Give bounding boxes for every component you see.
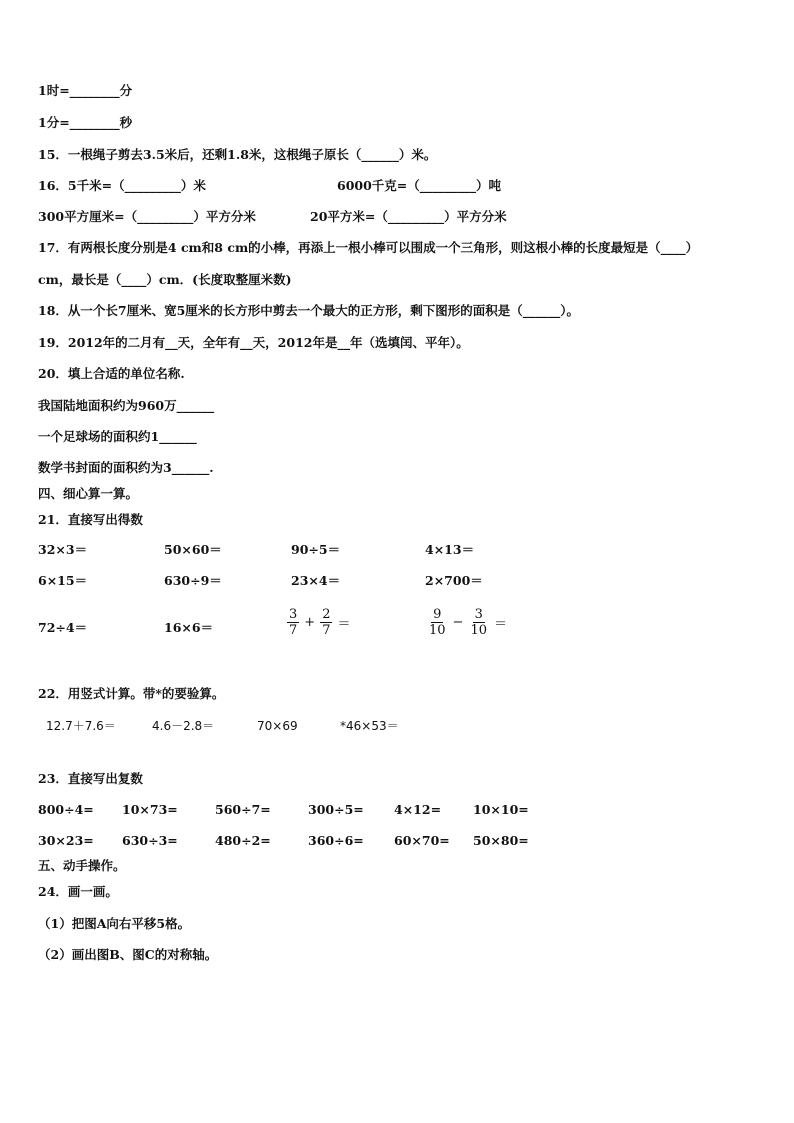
q22-item: 4.6－2.8＝: [152, 719, 215, 733]
q21-item: 72÷4＝: [38, 620, 88, 635]
section-4-heading: 四、细心算一算。: [38, 486, 139, 501]
question-16-b: 6000千克=（_________）吨: [337, 178, 502, 193]
question-23: 23．直接写出复数: [38, 771, 143, 786]
question-15: 15．一根绳子剪去3.5米后，还剩1.8米，这根绳子原长（______）米。: [38, 147, 437, 162]
q23-item: 4×12=: [394, 802, 442, 817]
q23-item: 60×70=: [394, 833, 450, 848]
question-24-part-2: （2）画出图B、图C的对称轴。: [38, 947, 218, 962]
q21-fraction-sum: 3 7 + $\frac{2}{7}$ ＝: [289, 607, 351, 638]
question-24-part-1: （1）把图A向右平移5格。: [38, 916, 191, 931]
q23-item: 630÷3=: [122, 833, 178, 848]
q21-item: 50×60＝: [164, 542, 222, 557]
question-20-item-a: 我国陆地面积约为960万______: [38, 398, 215, 413]
q21-item: 2×700＝: [425, 573, 483, 588]
q21-item: 32×3＝: [38, 542, 88, 557]
question-16-d: 20平方米=（_________）平方分米: [310, 209, 507, 224]
q21-item: 4×13＝: [425, 542, 475, 557]
q23-item: 360÷6=: [308, 833, 364, 848]
q22-item: 70×69: [257, 719, 298, 733]
question-20-item-c: 数学书封面的面积约为3______.: [38, 460, 214, 475]
question-20: 20．填上合适的单位名称.: [38, 366, 185, 381]
question-16-c: 300平方厘米=（_________）平方分米: [38, 209, 256, 224]
conversion-hour-minute: 1时=________分: [38, 83, 133, 98]
conversion-minute-second: 1分=________秒: [38, 115, 133, 130]
q21-item: 90÷5＝: [291, 542, 341, 557]
section-5-heading: 五、动手操作。: [38, 858, 126, 873]
question-19: 19．2012年的二月有__天，全年有__天，2012年是__年（选填闰、平年）。: [38, 335, 469, 350]
question-21: 21．直接写出得数: [38, 512, 143, 527]
q23-item: 10×73=: [122, 802, 178, 817]
question-17-line2: cm，最长是（____）cm．(长度取整厘米数): [38, 272, 292, 287]
q21-item: 23×4＝: [291, 573, 341, 588]
q22-item: *46×53＝: [340, 719, 399, 733]
question-22: 22．用竖式计算。带*的要验算。: [38, 686, 225, 701]
q23-item: 30×23=: [38, 833, 94, 848]
q21-fraction-difference: 9 10 − $\frac{3}{10}$ ＝: [429, 607, 508, 638]
q23-item: 560÷7=: [215, 802, 271, 817]
q23-item: 10×10=: [473, 802, 529, 817]
q21-item: 16×6＝: [164, 620, 214, 635]
q23-item: 800÷4=: [38, 802, 94, 817]
q23-item: 300÷5=: [308, 802, 364, 817]
q21-item: 6×15＝: [38, 573, 88, 588]
q21-item: 630÷9＝: [164, 573, 222, 588]
q23-item: 50×80=: [473, 833, 529, 848]
question-17-line1: 17．有两根长度分别是4 cm和8 cm的小棒，再添上一根小棒可以围成一个三角形，则这根小棒的长度最短是（____）: [38, 240, 699, 255]
q23-item: 480÷2=: [215, 833, 271, 848]
question-20-item-b: 一个足球场的面积约1______: [38, 429, 197, 444]
question-16-a: 16．5千米=（_________）米: [38, 178, 206, 193]
question-18: 18．从一个长7厘米、宽5厘米的长方形中剪去一个最大的正方形，剩下图形的面积是（______）。: [38, 303, 580, 318]
question-24: 24．画一画。: [38, 884, 118, 899]
q22-item: 12.7＋7.6＝: [46, 719, 116, 733]
